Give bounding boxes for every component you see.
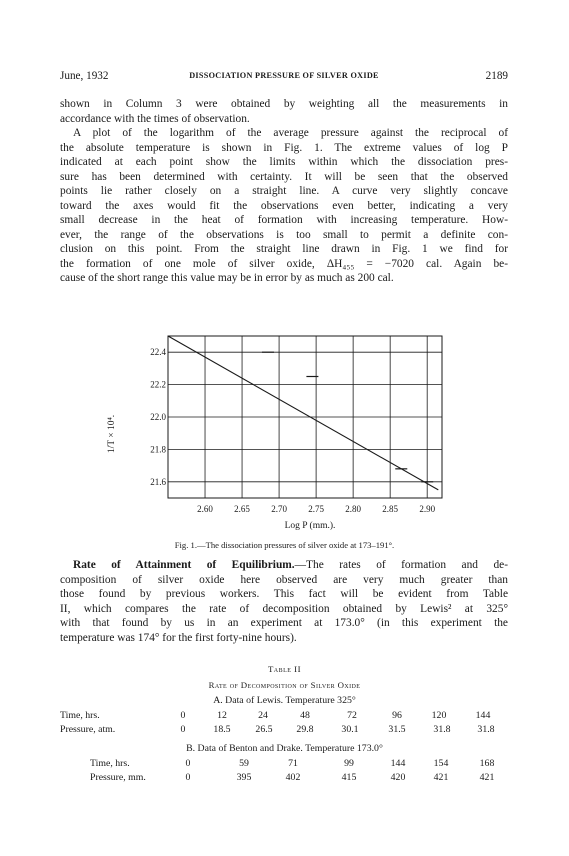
x-tick-label: 2.90: [419, 504, 436, 514]
table-cell: 99: [344, 758, 354, 769]
text-line: toward the axes would fit the observations even better, indicating a very: [60, 199, 508, 212]
table-cell: 31.8: [433, 724, 451, 735]
paragraph-continued: [60, 97, 508, 126]
y-tick-label: 22.4: [150, 347, 166, 358]
table-cell: 415: [341, 772, 357, 783]
x-tick-label: 2.75: [308, 504, 324, 514]
table-cell: 144: [390, 758, 406, 769]
x-tick-labels: [197, 504, 435, 514]
x-tick-label: 2.65: [234, 504, 250, 514]
table-cell: 0: [180, 710, 186, 721]
y-tick-labels: [150, 347, 166, 487]
y-tick-label: 21.8: [150, 444, 166, 455]
text-line: composition of silver oxide here observed are very much greater than: [60, 573, 508, 586]
table-cell: 402: [285, 772, 301, 783]
text-line: the formation of one mole of silver oxide, ΔH₄₅₅ = −7020 cal. Again be-: [60, 257, 508, 270]
table-cell: 26.5: [255, 724, 273, 735]
text-line: A plot of the logarithm of the average pressure against the reciprocal of: [73, 127, 508, 139]
table-cell: 395: [236, 772, 252, 783]
text-line: small decrease in the heat of formation with increasing temperature. How-: [60, 214, 508, 226]
figure-caption: Fig. 1.—The dissociation pressures of silver oxide at 173–191°.: [174, 540, 395, 550]
table-cell: 421: [433, 772, 449, 783]
table-cell: 144: [475, 710, 491, 721]
y-tick-label: 22.0: [150, 412, 166, 422]
table-b-time-label: Time, hrs.: [90, 758, 130, 769]
table-a-heading: A. Data of Lewis. Temperature 325°: [213, 695, 356, 706]
table-cell: 18.5: [213, 724, 231, 735]
table-cell: 120: [431, 710, 447, 721]
x-tick-label: 2.80: [345, 504, 362, 514]
text-line: clusion on this point. From the straight line drawn in Fig. 1 we find for: [60, 243, 508, 255]
table-cell: 96: [392, 710, 402, 721]
table-subtitle: Rate of Decomposition of Silver Oxide: [208, 680, 361, 690]
text-line: those found by previous workers. This fact will be evident from Table: [60, 588, 508, 600]
x-tick-label: 2.85: [382, 504, 399, 514]
table-cell: 59: [239, 758, 249, 769]
x-tick-label: 2.70: [271, 504, 287, 514]
text-line: sure has been determined with certainty. It will be seen that the observed: [60, 170, 508, 183]
table-b-heading: B. Data of Benton and Drake. Temperature 173.0°: [186, 743, 383, 754]
text-line: ever, the range of the observations is too small to permit a definite con-: [60, 228, 508, 241]
text-line: accordance with the times of observation.: [60, 112, 250, 125]
page-number: 2189: [485, 70, 508, 82]
paragraph-plot-discussion: [60, 126, 508, 286]
text-line: indicated at each point show the limits within which the dissociation pres-: [60, 156, 508, 168]
journal-date: June, 1932: [60, 70, 109, 82]
table-cell: 29.8: [296, 724, 314, 735]
table-cell: 31.5: [388, 724, 406, 735]
table-b-pressure-label: Pressure, mm.: [90, 772, 146, 783]
table-cell: 421: [479, 772, 495, 783]
figure-1-chart: [96, 326, 476, 536]
x-tick-label: 2.60: [197, 504, 213, 514]
section-rate-of-attainment: [60, 558, 508, 645]
table-cell: 168: [479, 758, 495, 769]
text-line: cause of the short range this value may be in error by as much as 200 cal.: [60, 272, 394, 284]
table-cell: 31.8: [477, 724, 495, 735]
table-title: Table II: [267, 664, 302, 674]
text-line: —The rates of formation and de-: [294, 559, 508, 571]
x-axis-label: Log P (mm.).: [284, 521, 336, 531]
text-line: II, which compares the rate of decomposition obtained by Lewis² at 325°: [60, 602, 508, 615]
table-cell: 48: [300, 710, 310, 721]
chart-grid: [168, 336, 442, 498]
table-cell: 420: [390, 772, 406, 783]
text-line: points lie rather closely on a straight line. A curve very slightly concave: [60, 185, 508, 197]
chart-series: [168, 336, 438, 490]
table-cell: 0: [180, 724, 186, 735]
table-cell: 72: [347, 710, 357, 721]
y-tick-label: 22.2: [150, 379, 166, 390]
table-cell: 12: [217, 710, 227, 721]
section-heading: Rate of Attainment of Equilibrium.: [73, 559, 295, 571]
table-cell: 71: [288, 758, 298, 769]
text-line: temperature was 174° for the first forty-nine hours).: [60, 631, 297, 644]
table-a-time-label: Time, hrs.: [60, 710, 100, 721]
y-axis-label: 1/T × 10⁴.: [107, 414, 117, 454]
table-a-pressure-label: Pressure, atm.: [60, 724, 116, 735]
table-cell: 24: [258, 710, 268, 721]
text-line: with that found by us in an experiment at 173.0° (in this experiment the: [60, 617, 508, 629]
y-tick-label: 21.6: [150, 476, 166, 487]
text-line: the absolute temperature is shown in Fig. 1. The extreme values of log P: [60, 141, 508, 154]
fitted-line: [168, 336, 438, 490]
table-cell: 30.1: [341, 724, 359, 735]
text-line: shown in Column 3 were obtained by weighting all the measurements in: [60, 98, 508, 110]
table-cell: 0: [185, 772, 191, 783]
page-header: [60, 70, 508, 84]
table-cell: 154: [433, 758, 449, 769]
running-title: DISSOCIATION PRESSURE OF SILVER OXIDE: [189, 71, 379, 80]
table-cell: 0: [185, 758, 191, 769]
